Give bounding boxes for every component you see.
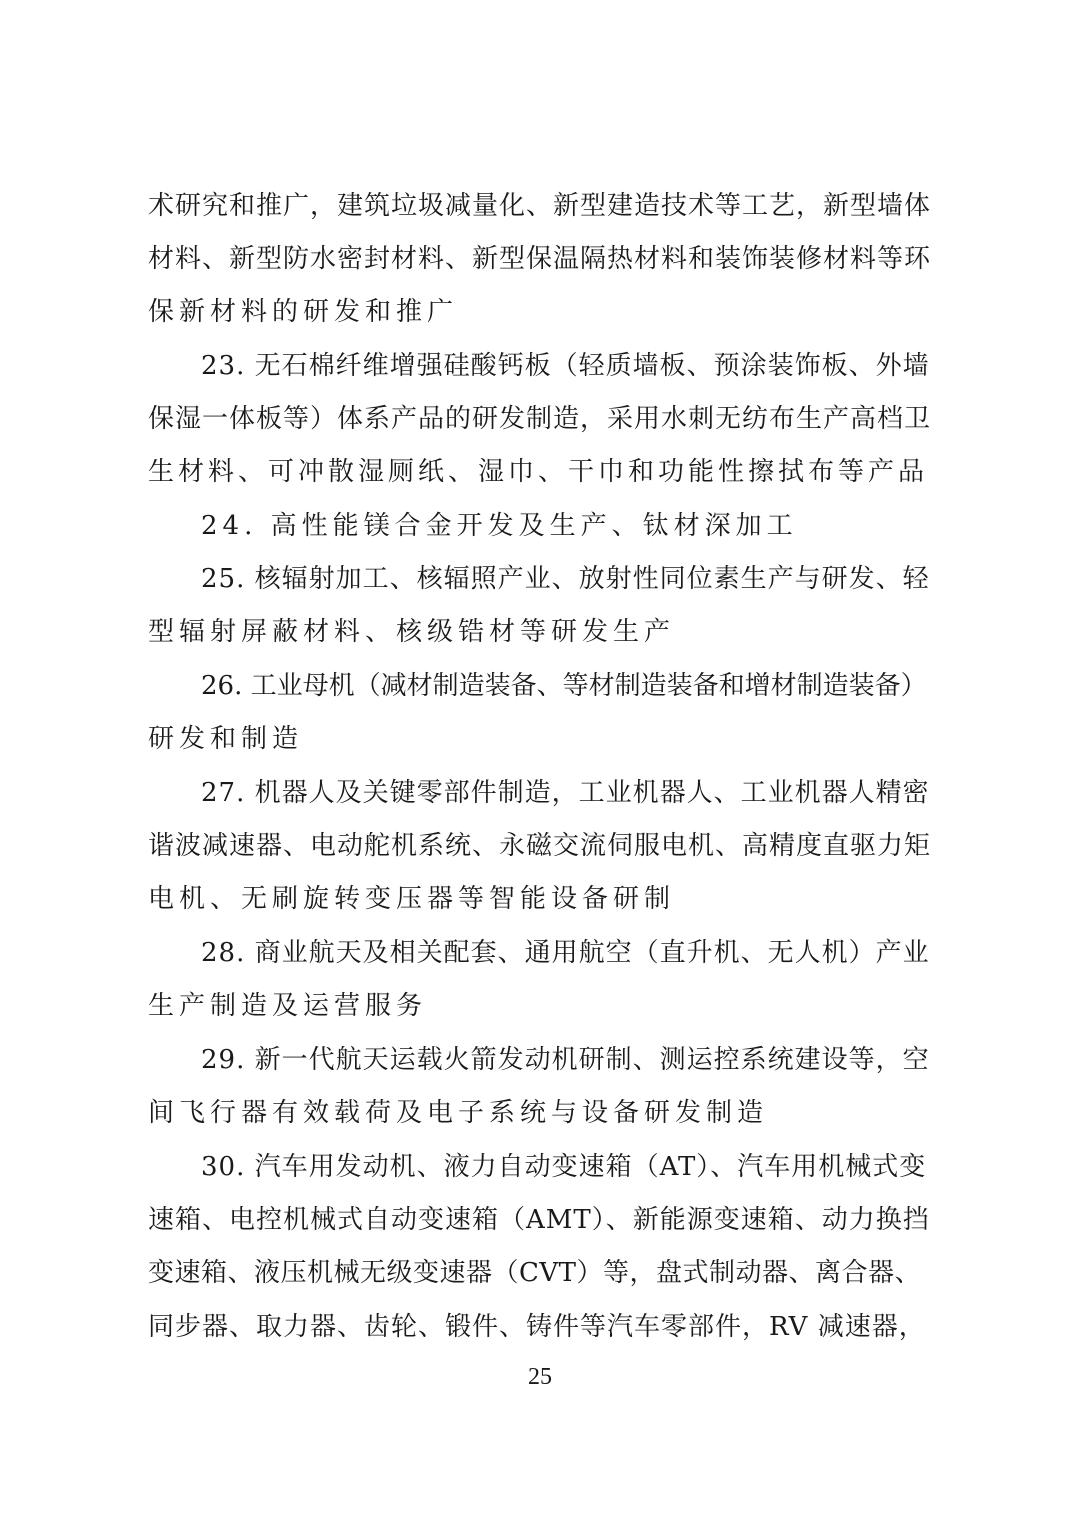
text-line: 速箱、电控机械式自动变速箱（AMT）、新能源变速箱、动力换挡 bbox=[148, 1205, 930, 1235]
list-item-30: 30. 汽车用发动机、液力自动变速箱（AT）、汽车用机械式变 bbox=[201, 1152, 927, 1182]
list-item-29: 29. 新一代航天运载火箭发动机研制、测运控系统建设等，空 bbox=[201, 1045, 930, 1075]
list-item-23: 23. 无石棉纤维增强硅酸钙板（轻质墙板、预涂装饰板、外墙 bbox=[201, 351, 930, 381]
text-line: 保新材料的研发和推广 bbox=[148, 297, 459, 327]
list-item-26: 26. 工业母机（减材制造装备、等材制造装备和增材制造装备） bbox=[201, 671, 927, 701]
text-line: 生产制造及运营服务 bbox=[148, 991, 428, 1021]
text-line: 研发和制造 bbox=[148, 724, 304, 754]
text-line: 谐波减速器、电动舵机系统、永磁交流伺服电机、高精度直驱力矩 bbox=[148, 831, 932, 861]
text-line: 术研究和推广，建筑垃圾减量化、新型建造技术等工艺，新型墙体 bbox=[148, 191, 932, 221]
text-line: 型辐射屏蔽材料、核级锆材等研发生产 bbox=[148, 617, 676, 647]
text-line: 材料、新型防水密封材料、新型保温隔热材料和装饰装修材料等环 bbox=[148, 244, 932, 274]
text-line: 同步器、取力器、齿轮、锻件、铸件等汽车零部件，RV 减速器， bbox=[148, 1312, 926, 1342]
text-line: 变速箱、液压机械无级变速器（CVT）等，盘式制动器、离合器、 bbox=[148, 1258, 922, 1288]
text-line: 生材料、可冲散湿厕纸、湿巾、干巾和功能性擦拭布等产品 bbox=[148, 457, 929, 487]
text-line: 保湿一体板等）体系产品的研发制造，采用水刺无纺布生产高档卫 bbox=[148, 404, 932, 434]
page-number: 25 bbox=[528, 1364, 552, 1390]
list-item-24: 24. 高性能镁合金开发及生产、钛材深加工 bbox=[201, 511, 798, 541]
list-item-28: 28. 商业航天及相关配套、通用航空（直升机、无人机）产业 bbox=[201, 938, 930, 968]
list-item-25: 25. 核辐射加工、核辐照产业、放射性同位素生产与研发、轻 bbox=[201, 564, 930, 594]
list-item-27: 27. 机器人及关键零部件制造，工业机器人、工业机器人精密 bbox=[201, 778, 930, 808]
text-line: 间飞行器有效载荷及电子系统与设备研发制造 bbox=[148, 1098, 769, 1128]
text-line: 电机、无刷旋转变压器等智能设备研制 bbox=[148, 884, 676, 914]
